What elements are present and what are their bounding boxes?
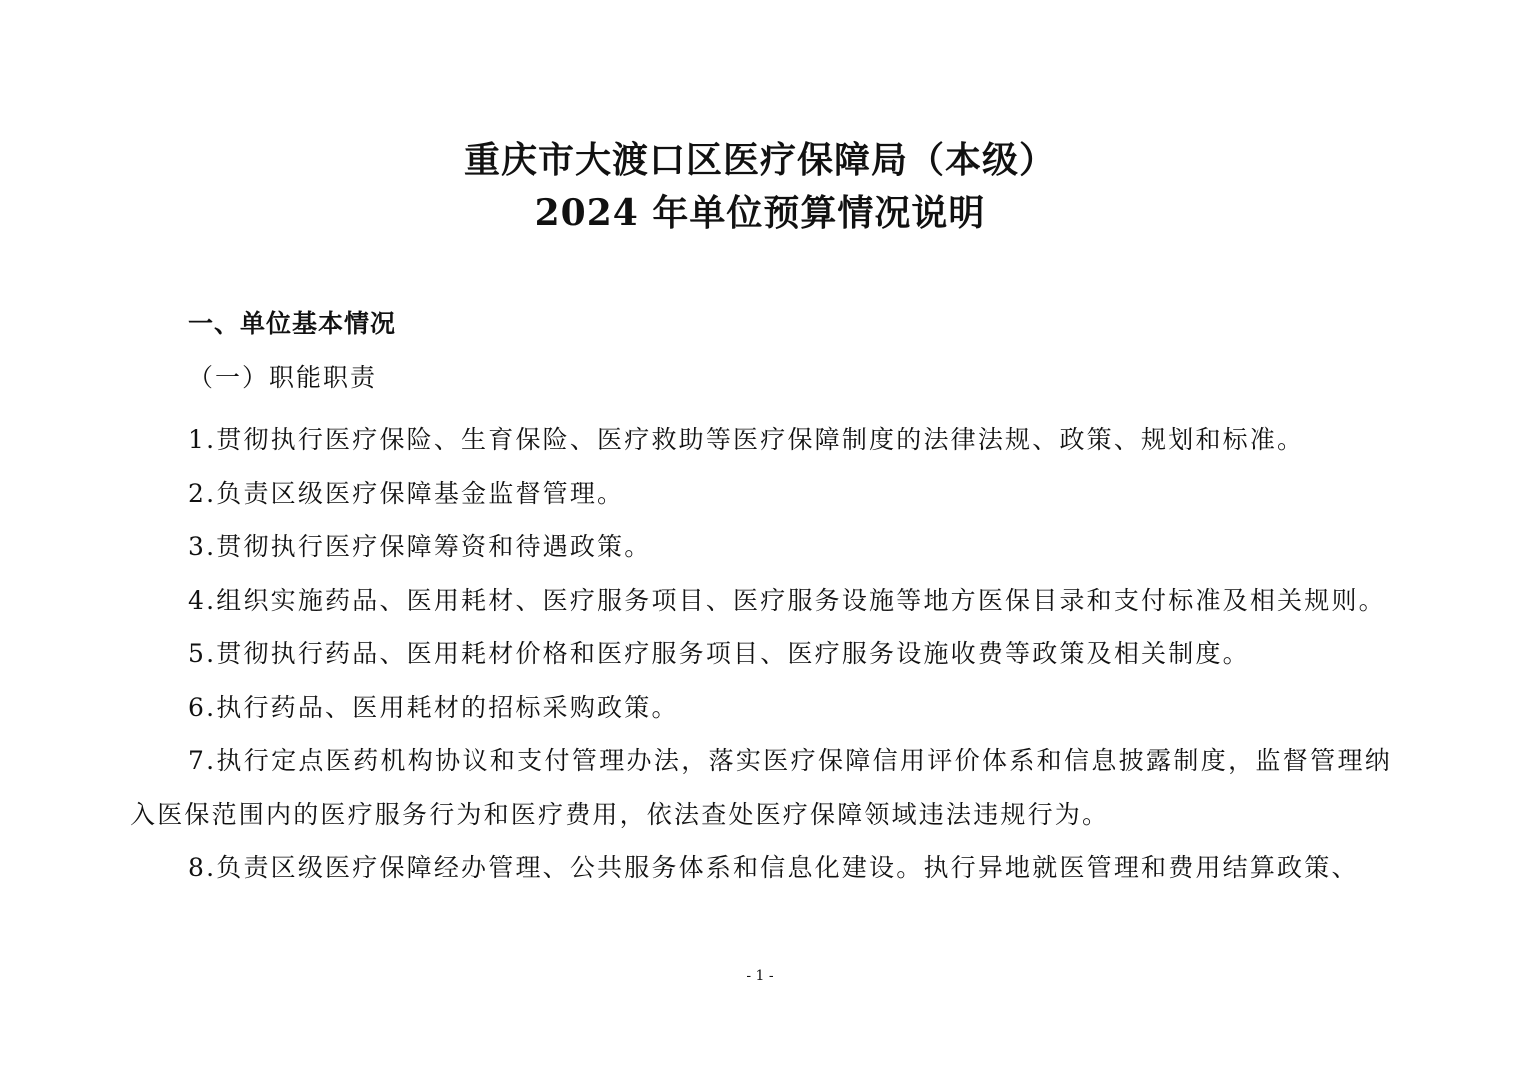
paragraph: 2.负责区级医疗保障基金监督管理。 bbox=[188, 478, 625, 508]
paragraph: 4.组织实施药品、医用耗材、医疗服务项目、医疗服务设施等地方医保目录和支付标准及相关规则。 bbox=[188, 585, 1386, 615]
paragraph: 5.贯彻执行药品、医用耗材价格和医疗服务项目、医疗服务设施收费等政策及相关制度。 bbox=[188, 639, 1250, 668]
paragraph: 8.负责区级医疗保障经办管理、公共服务体系和信息化建设。执行异地就医管理和费用结算政策、 bbox=[188, 853, 1359, 882]
sub-heading: （一）职能职责 bbox=[188, 363, 378, 392]
document-title-line-2: 2024 年单位预算情况说明 bbox=[534, 192, 986, 234]
paragraph: 7.执行定点医药机构协议和支付管理办法，落实医疗保障信用评价体系和信息披露制度，监督管理纳入医保范围内的医疗服务行为和医疗费用，依法查处医疗保障领域违法违规行为。 bbox=[130, 746, 1392, 829]
body-text bbox=[130, 413, 1392, 895]
paragraph: 1.贯彻执行医疗保险、生育保险、医疗救助等医疗保障制度的法律法规、政策、规划和标准。 bbox=[188, 425, 1305, 454]
document-title-line-1: 重庆市大渡口区医疗保障局（本级） bbox=[463, 139, 1056, 181]
section-heading: 一、单位基本情况 bbox=[188, 309, 397, 338]
page-number: - 1 - bbox=[746, 968, 774, 984]
paragraph: 3.贯彻执行医疗保障筹资和待遇政策。 bbox=[188, 532, 652, 561]
paragraph: 6.执行药品、医用耗材的招标采购政策。 bbox=[188, 692, 679, 722]
